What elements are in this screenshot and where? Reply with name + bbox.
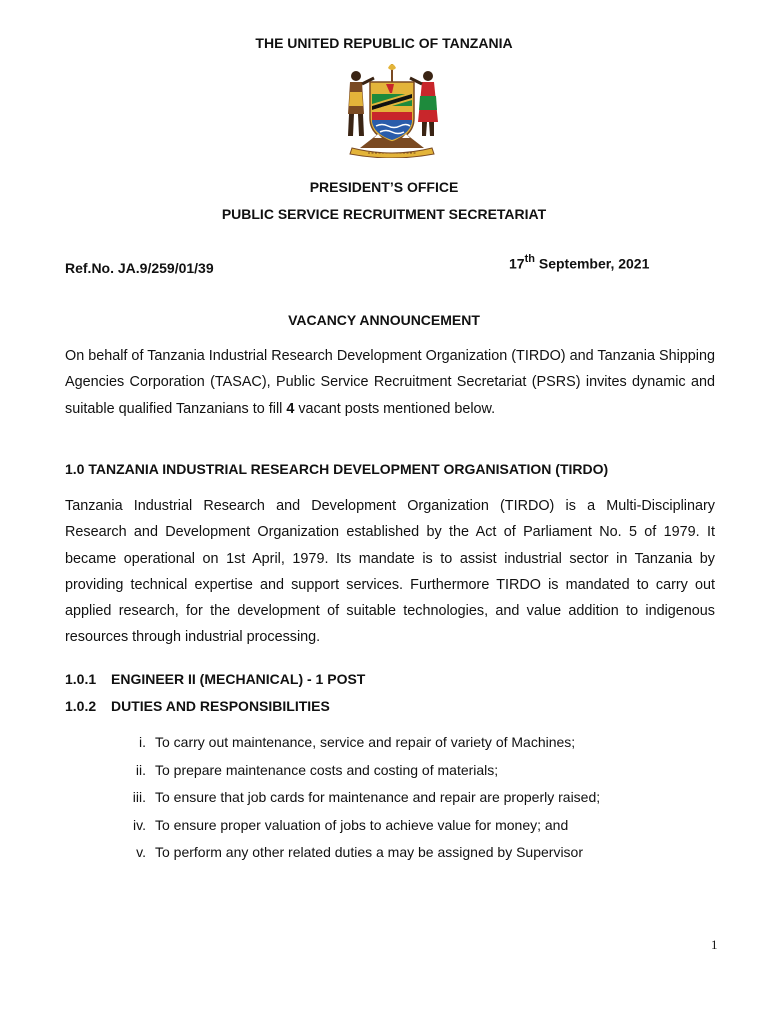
list-item-number: ii. xyxy=(135,761,146,778)
list-item-text: To prepare maintenance costs and costing of materials; xyxy=(155,761,499,778)
office-heading: PRESIDENT’S OFFICE xyxy=(309,179,459,195)
list-item-number: i. xyxy=(139,734,146,750)
vacancy-count: 4 xyxy=(286,400,295,417)
list-item-number: v. xyxy=(136,844,146,860)
secretariat-heading: PUBLIC SERVICE RECRUITMENT SECRETARIAT xyxy=(221,206,547,222)
list-item-number: iv. xyxy=(133,816,146,833)
duties-number: 1.0.2 xyxy=(65,698,97,714)
post-number: 1.0.1 xyxy=(65,671,97,687)
list-item-text: To ensure proper valuation of jobs to achieve value for money; and xyxy=(155,816,569,833)
intro-text-after: vacant posts mentioned below. xyxy=(294,400,496,417)
post-title: ENGINEER II (MECHANICAL) - 1 POST xyxy=(111,671,366,687)
section-heading: 1.0 TANZANIA INDUSTRIAL RESEARCH DEVELOPMENT ORGANISATION (TIRDO) xyxy=(65,461,609,477)
duties-title: DUTIES AND RESPONSIBILITIES xyxy=(111,698,330,714)
date-month-year: September, 2021 xyxy=(534,255,650,272)
post-heading xyxy=(65,671,365,687)
list-item-text: To ensure that job cards for maintenance and repair are properly raised; xyxy=(155,789,601,805)
intro-text-before: On behalf of Tanzania Industrial Research Development Organization (TIRDO) and Tanzania Shipping Agencies Corporation (TASAC), Public Service Recruitment Secretariat (PSRS) invites dynamic and suitable qualified Tanzanians to fill xyxy=(65,348,715,417)
reference-number: Ref.No. JA.9/259/01/39 xyxy=(65,260,214,276)
intro-paragraph xyxy=(65,343,715,422)
list-item-text: To carry out maintenance, service and repair of variety of Machines; xyxy=(155,734,576,750)
list-item-number: iii. xyxy=(132,789,146,805)
shield xyxy=(370,82,414,142)
date-suffix: th xyxy=(524,253,535,265)
country-heading: THE UNITED REPUBLIC OF TANZANIA xyxy=(255,35,513,51)
date-day: 17 xyxy=(509,255,525,272)
duties-heading xyxy=(65,698,330,714)
announcement-date xyxy=(509,254,649,272)
list-item-text: To perform any other related duties a may be assigned by Supervisor xyxy=(155,844,584,860)
organisation-description: Tanzania Industrial Research and Development Organization (TIRDO) is a Multi-Disciplinary Research and Development Organization established by the Act of Parliament No. 5 of 1979. It became operational on 1st April, 1979. Its mandate is to assist industrial sector in Tanzania by providing technical expertise and support services. Furthermore TIRDO is mandated to carry out applied research, for the development of suitable technologies, and value addition to indigenous resources through industrial processing. xyxy=(65,498,715,646)
page-number: 1 xyxy=(711,937,718,952)
vacancy-announcement-title: VACANCY ANNOUNCEMENT xyxy=(288,312,480,328)
coat-of-arms-icon xyxy=(338,62,446,158)
